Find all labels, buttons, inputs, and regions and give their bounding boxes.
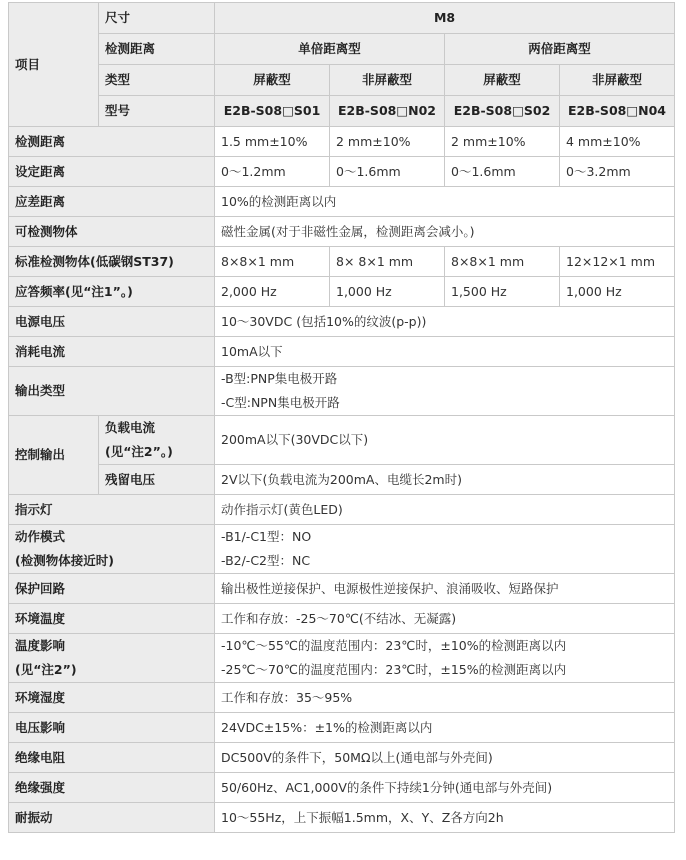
indicator-value: 动作指示灯(黄色LED) <box>215 495 675 525</box>
double-distance-header: 两倍距离型 <box>445 34 675 65</box>
table-row <box>9 525 675 574</box>
response-freq-value: 1,000 Hz <box>560 277 675 307</box>
type-label: 类型 <box>99 65 215 96</box>
residual-voltage-value: 2V以下(负载电流为200mA、电缆长2m时) <box>215 465 675 495</box>
table-row <box>9 683 675 713</box>
load-current-label <box>99 416 215 465</box>
protection-label: 保护回路 <box>9 574 215 604</box>
table-row <box>9 416 675 465</box>
set-distance-value: 0～3.2mm <box>560 157 675 187</box>
standard-object-value: 8×8×1 mm <box>215 247 330 277</box>
model-1: E2B-S08□S01 <box>215 96 330 127</box>
type-unshielded-2: 非屏蔽型 <box>560 65 675 96</box>
operation-mode-line: -B1/-C1型：NO <box>221 529 312 544</box>
detect-distance-value: 1.5 mm±10% <box>215 127 330 157</box>
type-shielded-1: 屏蔽型 <box>215 65 330 96</box>
ambient-humidity-label: 环境湿度 <box>9 683 215 713</box>
operation-mode-label-line: 动作模式 <box>15 529 66 544</box>
detectable-object-label: 可检测物体 <box>9 217 215 247</box>
table-row <box>9 157 675 187</box>
current-consumption-value: 10mA以下 <box>215 337 675 367</box>
temp-influence-line: -25℃～70℃的温度范围内：23℃时，±15%的检测距离以内 <box>221 662 567 677</box>
detect-distance-value: 2 mm±10% <box>445 127 560 157</box>
response-freq-value: 2,000 Hz <box>215 277 330 307</box>
item-header: 项目 <box>9 3 99 127</box>
table-row <box>9 574 675 604</box>
detectable-object-value: 磁性金属(对于非磁性金属，检测距离会减小。) <box>215 217 675 247</box>
distance-label: 检测距离 <box>99 34 215 65</box>
load-current-value: 200mA以下(30VDC以下) <box>215 416 675 465</box>
detect-distance-value: 4 mm±10% <box>560 127 675 157</box>
standard-object-label: 标准检测物体(低碳钢ST37) <box>9 247 215 277</box>
ambient-temp-value: 工作和存放：-25～70℃(不结冰、无凝露) <box>215 604 675 634</box>
hysteresis-value: 10%的检测距离以内 <box>215 187 675 217</box>
current-consumption-label: 消耗电流 <box>9 337 215 367</box>
vibration-label: 耐振动 <box>9 803 215 833</box>
table-row <box>9 34 675 65</box>
table-row <box>9 96 675 127</box>
set-distance-value: 0～1.6mm <box>330 157 445 187</box>
output-type-line: -B型:PNP集电极开路 <box>221 371 338 386</box>
standard-object-value: 12×12×1 mm <box>560 247 675 277</box>
supply-voltage-label: 电源电压 <box>9 307 215 337</box>
temp-influence-value <box>215 634 675 683</box>
supply-voltage-value: 10～30VDC (包括10%的纹波(p-p)) <box>215 307 675 337</box>
dielectric-strength-value: 50/60Hz、AC1,000V的条件下持续1分钟(通电部与外壳间) <box>215 773 675 803</box>
insulation-resistance-label: 绝缘电阻 <box>9 743 215 773</box>
table-row <box>9 803 675 833</box>
table-row <box>9 65 675 96</box>
spec-table <box>8 2 675 833</box>
hysteresis-label: 应差距离 <box>9 187 215 217</box>
table-row <box>9 465 675 495</box>
operation-mode-label-note: (检测物体接近时) <box>15 553 114 568</box>
table-row <box>9 187 675 217</box>
model-2: E2B-S08□N02 <box>330 96 445 127</box>
set-distance-value: 0～1.6mm <box>445 157 560 187</box>
size-value: M8 <box>215 3 675 34</box>
table-row <box>9 367 675 416</box>
temp-influence-line: -10℃～55℃的温度范围内：23℃时，±10%的检测距离以内 <box>221 638 567 653</box>
control-output-label: 控制输出 <box>9 416 99 495</box>
table-row <box>9 743 675 773</box>
size-label: 尺寸 <box>99 3 215 34</box>
output-type-line: -C型:NPN集电极开路 <box>221 395 340 410</box>
ambient-humidity-value: 工作和存放：35～95% <box>215 683 675 713</box>
model-3: E2B-S08□S02 <box>445 96 560 127</box>
indicator-label: 指示灯 <box>9 495 215 525</box>
temp-influence-label-note: (见“注2”) <box>15 662 77 677</box>
type-unshielded-1: 非屏蔽型 <box>330 65 445 96</box>
output-type-value <box>215 367 675 416</box>
response-freq-label: 应答频率(见“注1”。) <box>9 277 215 307</box>
response-freq-value: 1,000 Hz <box>330 277 445 307</box>
temp-influence-label <box>9 634 215 683</box>
model-4: E2B-S08□N04 <box>560 96 675 127</box>
detect-distance-label: 检测距离 <box>9 127 215 157</box>
operation-mode-label <box>9 525 215 574</box>
dielectric-strength-label: 绝缘强度 <box>9 773 215 803</box>
table-row <box>9 604 675 634</box>
table-row <box>9 217 675 247</box>
table-row <box>9 307 675 337</box>
residual-voltage-label: 残留电压 <box>99 465 215 495</box>
table-row <box>9 337 675 367</box>
table-row <box>9 127 675 157</box>
insulation-resistance-value: DC500V的条件下，50MΩ以上(通电部与外壳间) <box>215 743 675 773</box>
voltage-influence-value: 24VDC±15%：±1%的检测距离以内 <box>215 713 675 743</box>
table-row <box>9 713 675 743</box>
table-row <box>9 3 675 34</box>
load-current-label-line: 负载电流 <box>105 420 156 435</box>
table-row <box>9 773 675 803</box>
set-distance-value: 0～1.2mm <box>215 157 330 187</box>
table-row <box>9 495 675 525</box>
model-label: 型号 <box>99 96 215 127</box>
standard-object-value: 8× 8×1 mm <box>330 247 445 277</box>
standard-object-value: 8×8×1 mm <box>445 247 560 277</box>
ambient-temp-label: 环境温度 <box>9 604 215 634</box>
single-distance-header: 单倍距离型 <box>215 34 445 65</box>
response-freq-value: 1,500 Hz <box>445 277 560 307</box>
output-type-label: 输出类型 <box>9 367 215 416</box>
load-current-note: (见“注2”。) <box>105 444 173 459</box>
table-row <box>9 247 675 277</box>
table-row <box>9 634 675 683</box>
set-distance-label: 设定距离 <box>9 157 215 187</box>
detect-distance-value: 2 mm±10% <box>330 127 445 157</box>
voltage-influence-label: 电压影响 <box>9 713 215 743</box>
table-row <box>9 277 675 307</box>
operation-mode-value <box>215 525 675 574</box>
protection-value: 输出极性逆接保护、电源极性逆接保护、浪涌吸收、短路保护 <box>215 574 675 604</box>
type-shielded-2: 屏蔽型 <box>445 65 560 96</box>
temp-influence-label-line: 温度影响 <box>15 638 66 653</box>
vibration-value: 10～55Hz，上下振幅1.5mm，X、Y、Z各方向2h <box>215 803 675 833</box>
operation-mode-line: -B2/-C2型：NC <box>221 553 311 568</box>
